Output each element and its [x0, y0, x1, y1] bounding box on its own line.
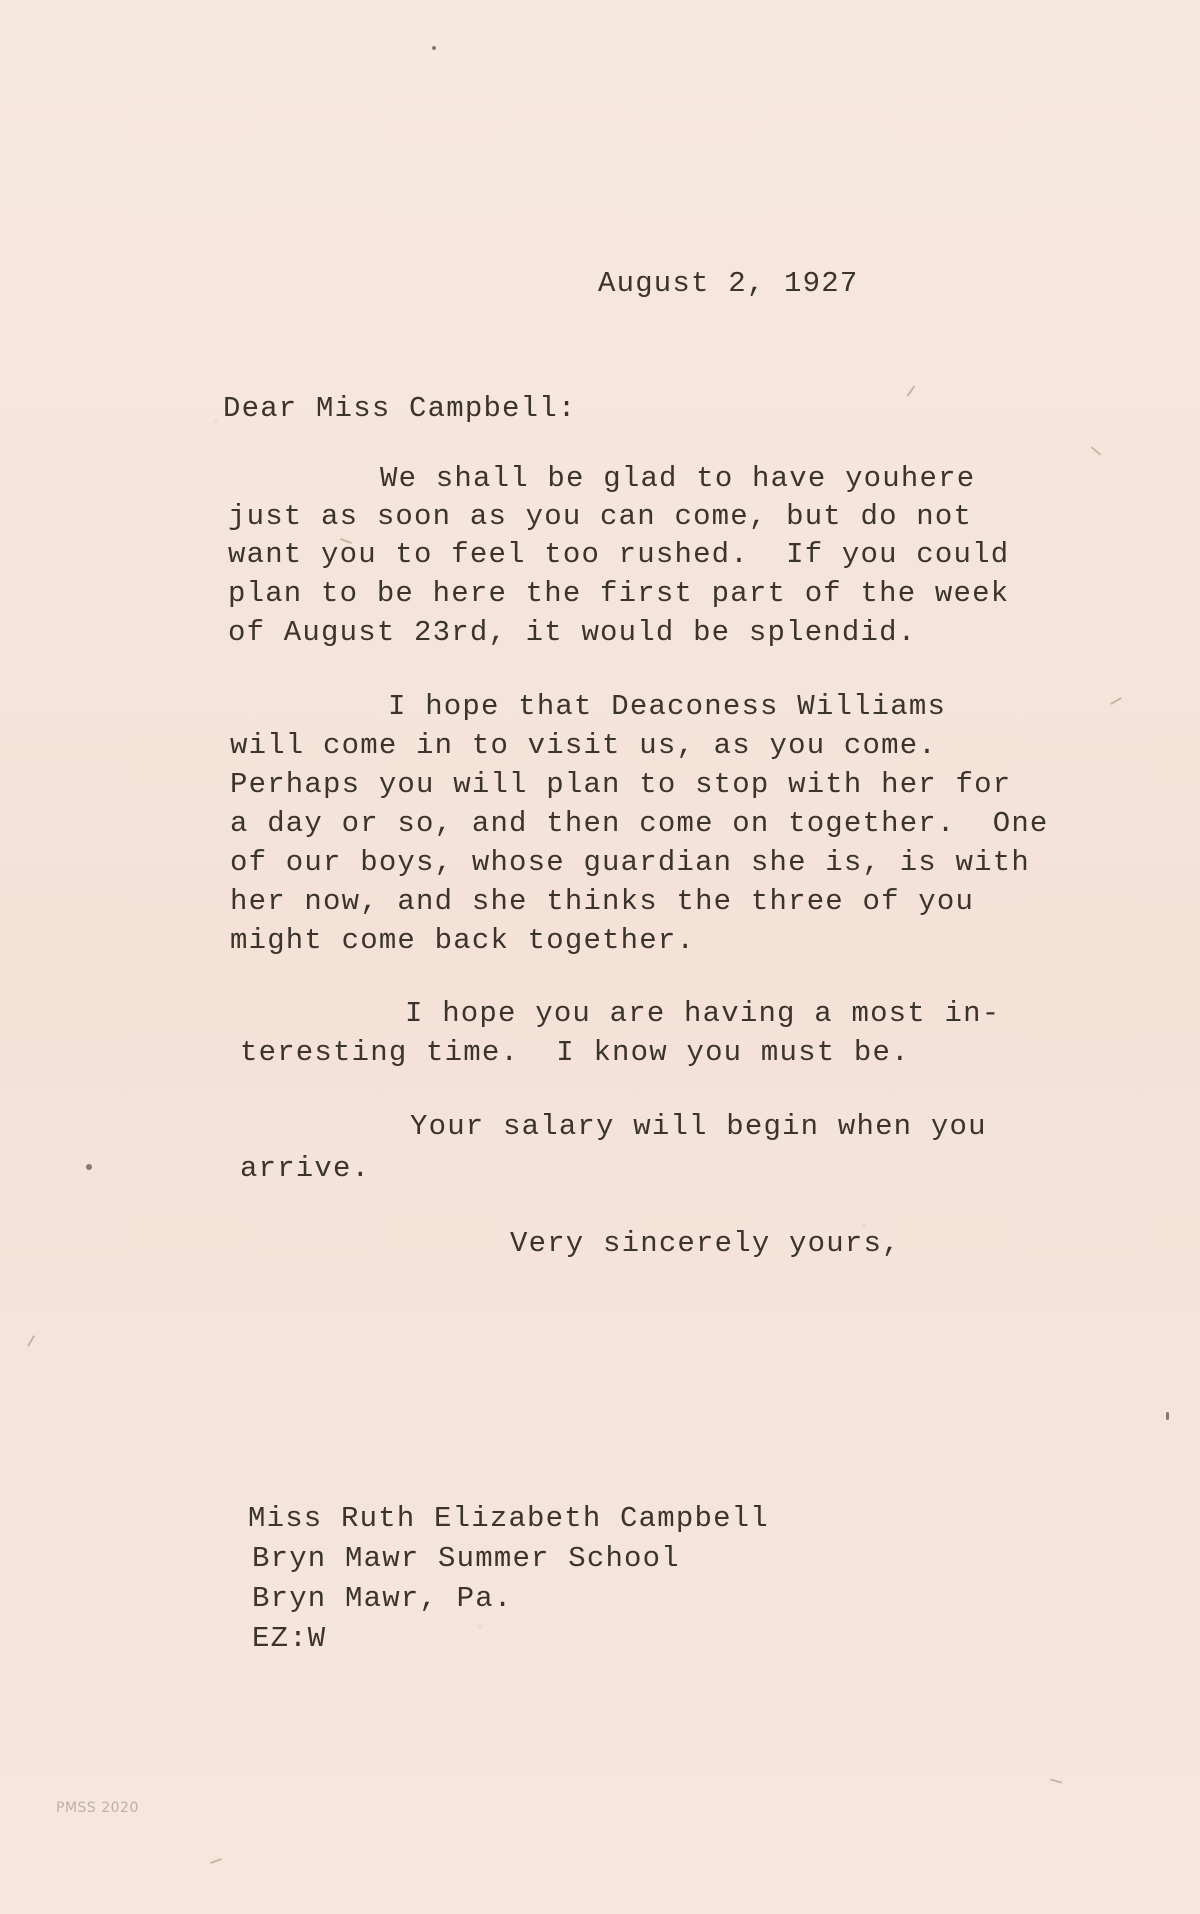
paragraph-3-line-1: I hope you are having a most in-	[405, 997, 1001, 1030]
paragraph-4-line-1: Your salary will begin when you	[410, 1110, 987, 1143]
paper-fiber	[210, 1858, 222, 1864]
paragraph-2-line-5: of our boys, whose guardian she is, is with	[230, 846, 1030, 879]
typist-initials: EZ:W	[252, 1622, 327, 1655]
paragraph-2-line-1: I hope that Deaconess Williams	[388, 690, 947, 723]
letter-date: August 2, 1927	[598, 267, 859, 300]
paragraph-2-line-7: might come back together.	[230, 924, 696, 957]
paragraph-2-line-3: Perhaps you will plan to stop with her for	[230, 768, 1012, 801]
closing: Very sincerely yours,	[510, 1227, 901, 1260]
archive-watermark: PMSS 2020	[56, 1800, 139, 1816]
paper-fiber	[1091, 446, 1101, 455]
recipient-location: Bryn Mawr, Pa.	[252, 1582, 513, 1615]
paragraph-1-line-4: plan to be here the first part of the week	[228, 577, 1010, 610]
paragraph-1-line-5: of August 23rd, it would be splendid.	[228, 616, 917, 649]
paragraph-3-line-2: teresting time. I know you must be.	[240, 1036, 910, 1069]
paper-fiber	[907, 386, 916, 397]
paper-fleck	[432, 46, 436, 50]
paper-fleck	[86, 1164, 92, 1170]
paragraph-1-line-3: want you to feel too rushed. If you could	[228, 538, 1010, 571]
paper-fiber	[27, 1335, 35, 1346]
paper-fiber	[1110, 697, 1121, 705]
paragraph-4-line-2: arrive.	[240, 1152, 371, 1185]
recipient-name: Miss Ruth Elizabeth Campbell	[248, 1502, 769, 1535]
salutation: Dear Miss Campbell:	[223, 392, 577, 425]
paragraph-2-line-4: a day or so, and then come on together. One	[230, 807, 1049, 840]
paragraph-1-line-1: We shall be glad to have youhere	[380, 462, 976, 495]
paper-fleck	[1166, 1412, 1169, 1420]
paper-fiber	[1050, 1778, 1062, 1783]
recipient-organization: Bryn Mawr Summer School	[252, 1542, 680, 1575]
paragraph-1-line-2: just as soon as you can come, but do not	[228, 500, 973, 533]
paragraph-2-line-2: will come in to visit us, as you come.	[230, 729, 937, 762]
paragraph-2-line-6: her now, and she thinks the three of you	[230, 885, 975, 918]
